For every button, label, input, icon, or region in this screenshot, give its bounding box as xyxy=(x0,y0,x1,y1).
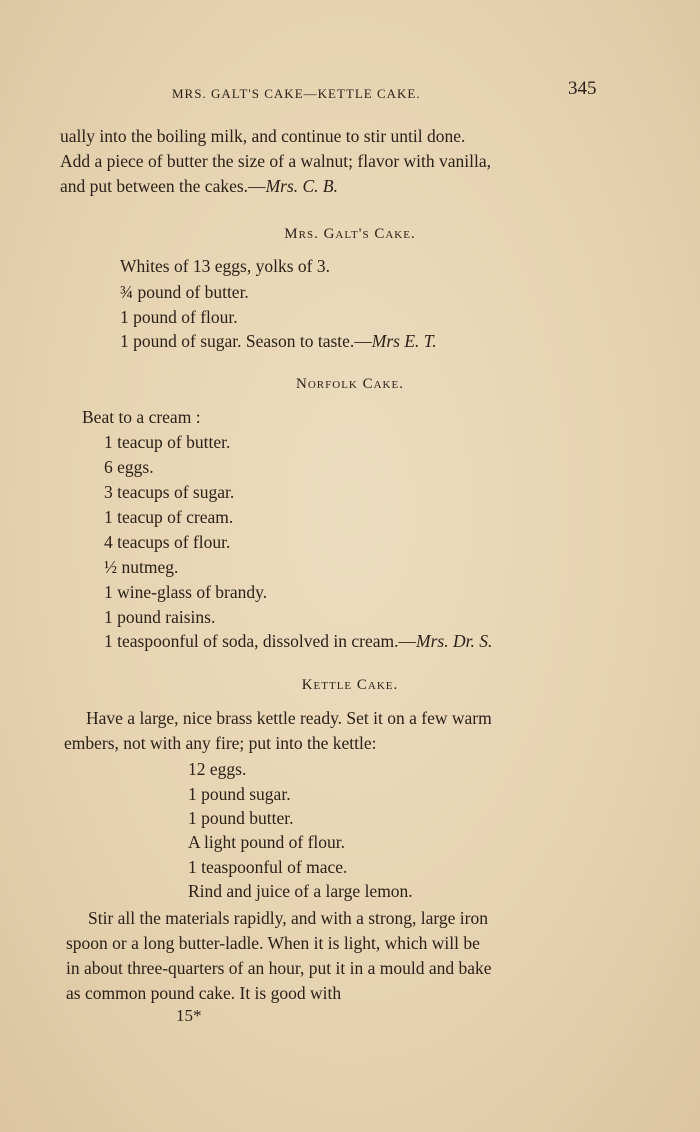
recipe-title-kettle: Kettle Cake. xyxy=(301,677,399,693)
norfolk-attribution: Mrs. Dr. S. xyxy=(416,631,493,651)
galt-item-2: ¾ pound of butter. xyxy=(120,282,249,302)
norfolk-item-6: ½ nutmeg. xyxy=(104,557,179,577)
norfolk-item-7: 1 wine-glass of brandy. xyxy=(104,582,268,602)
galt-item-4: 1 pound of sugar. Season to taste.—Mrs E. T. xyxy=(120,331,437,351)
signature-mark: 15* xyxy=(176,1006,202,1025)
kettle-item-5: 1 teaspoonful of mace. xyxy=(188,857,348,877)
kettle-item-1: 12 eggs. xyxy=(188,759,247,779)
norfolk-item-9: 1 teaspoonful of soda, dissolved in cream.—Mrs. Dr. S. xyxy=(104,631,493,651)
kettle-outro-line-1: Stir all the materials rapidly, and with a strong, large iron xyxy=(88,908,488,928)
continuation-paragraph xyxy=(60,124,620,199)
kettle-intro xyxy=(64,706,616,756)
continuation-line-2: Add a piece of butter the size of a walnut; flavor with vanilla, xyxy=(60,151,492,171)
galt-item-3: 1 pound of flour. xyxy=(120,307,238,327)
kettle-outro-line-4: as common pound cake. It is good with xyxy=(66,983,342,1003)
page-number: 345 xyxy=(568,78,597,99)
kettle-outro-line-3: in about three-quarters of an hour, put it in a mould and bake xyxy=(66,958,492,978)
galt-attribution: Mrs E. T. xyxy=(371,331,437,351)
continuation-line-1: ually into the boiling milk, and continue to stir until done. xyxy=(60,126,466,146)
kettle-intro-line-2: embers, not with any fire; put into the kettle: xyxy=(64,733,377,753)
recipe-title-norfolk: Norfolk Cake. xyxy=(296,376,404,392)
kettle-item-3: 1 pound butter. xyxy=(188,808,294,828)
norfolk-intro: Beat to a cream : xyxy=(82,407,201,427)
norfolk-item-1: 1 teacup of butter. xyxy=(104,432,231,452)
norfolk-item-5: 4 teacups of flour. xyxy=(104,532,231,552)
continuation-attribution: Mrs. C. B. xyxy=(265,176,338,196)
kettle-instructions xyxy=(66,906,626,1006)
kettle-item-2: 1 pound sugar. xyxy=(188,784,291,804)
norfolk-item-2: 6 eggs. xyxy=(104,457,154,477)
recipe-title-galt: Mrs. Galt's Cake. xyxy=(284,226,416,242)
running-head: MRS. GALT'S CAKE—KETTLE CAKE. xyxy=(172,86,421,101)
kettle-outro-line-2: spoon or a long butter-ladle. When it is light, which will be xyxy=(66,933,480,953)
kettle-item-4: A light pound of flour. xyxy=(188,832,346,852)
kettle-intro-line-1: Have a large, nice brass kettle ready. Set it on a few warm xyxy=(86,708,492,728)
norfolk-item-4: 1 teacup of cream. xyxy=(104,507,234,527)
galt-item-1: Whites of 13 eggs, yolks of 3. xyxy=(120,256,330,276)
kettle-item-6: Rind and juice of a large lemon. xyxy=(188,881,413,901)
continuation-line-3: and put between the cakes.—Mrs. C. B. xyxy=(60,176,338,196)
norfolk-item-3: 3 teacups of sugar. xyxy=(104,482,235,502)
norfolk-item-8: 1 pound raisins. xyxy=(104,607,216,627)
